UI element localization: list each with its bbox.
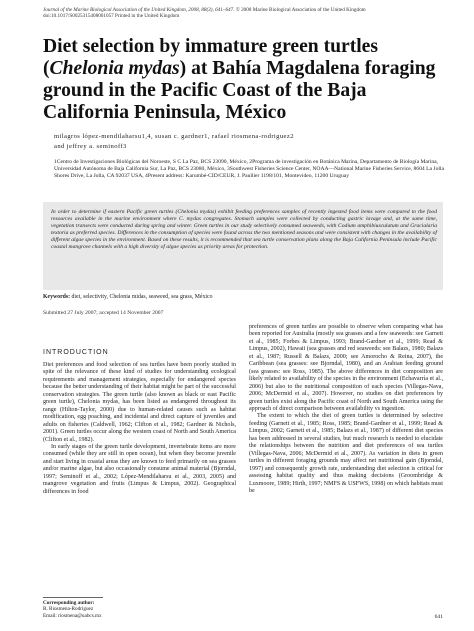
abstract-box — [43, 202, 443, 290]
intro-paragraph: Diet preferences and food selection of sea turtles have been poorly studied in spite of the relevance of these kind of studies for understanding ecological requirements and management strategies, especially for endangered species because the better understanding of their habitat might be part of the successful conservation strategies. The green turtle (also known as black or east Pacific green turtle), Chelonia mydas, has been listed as endangered throughout its range (Hilton-Taylor, 2000) due to human-related causes such as habitat modification, egg poaching, and incidental and direct capture of juveniles and adults on fisheries (Caldwell, 1962; Clifton et al., 1982; Gardner & Nichols, 2001). Green turtles occur along the western coast of North and South America (Clifton et al., 1982). — [43, 362, 236, 443]
intro-paragraph: In early stages of the green turtle development, invertebrate items are more consumed (while they are still in open ocean), but when they become juvenile and start living in coastal areas they are known to feed primarily on sea grasses and/or marine algae, but also occasionally consume animal material (Bjorndal, 1997; Seminoff et al., 2002; López-Mendilaharsu et al., 2003, 2005) and mangrove vegetation and fruits (Limpus & Limpus, 2002). Geographical differences in food — [43, 443, 236, 495]
title-species: Chelonia mydas — [49, 58, 180, 79]
authors-line-1: milagros lópez-mendilaharsu1,4, susan c. gardner1, rafael riosmena-rodriguez2 — [54, 133, 294, 140]
section-heading: INTRODUCTION — [43, 349, 109, 356]
page-number: 641 — [434, 614, 443, 620]
affiliations: 1Centro de Investigaciones Biológicas del Noroeste, S C La Paz, BCS 23090, México, 2Programa de investigación en Botánica Marina, Departamento de Biología Marina, Universidad Autónoma de Baja California Sur, La Paz, BCS 23080, México, 3Southwest Fisheries Science Center, NOAA—National Marine Fisheries Service, 8604 La Jolla Shores Drive, La Jolla, CA 92037 USA, 4Present address: Karumbé-CID/CEUR, J. Paullier 1198/101, Montevideo, 11200 Uruguay — [54, 159, 444, 179]
keywords — [43, 294, 443, 301]
abstract-text: In order to determine if eastern Pacific green turtles (Chelonia mydas) exhibit feeding preferences samples of recently ingested food items were compared to the food resources available in the marine environment where C. mydas congregates. Stomach samples were collected by conducting gastric lavage and, at the same time, vegetation transects were conducted during spring and winter. Green turtles in our study selectively consumed seaweeds, with Codium amphibiusculatum and Gracialaria textoria as preferred species. Differences in the consumption of species were found across the two mentioned seasons and were consistent with changes in the availability of different algae species in the environment. Based on these results, it is recommended that sea turtle conservation plans along the Baja California Peninsula include Pacific coastal mangrove channels with a high diversity of algae species as priority areas for protection. — [51, 209, 437, 250]
intro-right-column — [249, 324, 443, 495]
intro-left-column — [43, 362, 236, 496]
article-title — [43, 36, 443, 124]
keywords-label: Keywords: — [43, 294, 71, 300]
corresponding-email: Email: riosmena@uabcs.mx — [43, 612, 102, 619]
keywords-text: diet, selectivity, Chelonia midas, seaweed, sea grass, México — [71, 294, 213, 300]
corresponding-author — [43, 600, 223, 619]
journal-citation: Journal of the Marine Biological Association of the United Kingdom, 2008, 88(3), 641–647. — [43, 7, 235, 13]
copyright-notice: © 2008 Marine Biological Association of the United Kingdom — [235, 7, 366, 13]
intro-paragraph: preferences of green turtles are possible to observe when comparing what has been reported for Australia (mostly sea grasses and a few seaweeds: see Garnett et al., 1985; Forbes & Limpus, 1993; Brand-Gardner et al., 1999; Read & Limpus, 2002), Hawaii (sea grasses and red seaweeds: see Balazs, 1980; Balazs et al., 1987; Russell & Balazs, 2000; see Amorocho & Reina, 2007), the Caribbean (sea grasses: see Bjorndal, 1980), and an Arabian feeding ground (sea grasses: see Ross, 1985). The above differences in diet composition are likely related to availability of the species in the environment (Echavarría et al., 2006) but also to the nutritional composition of each species (Villegas-Nava, 2006; McDermid et al., 2007). However, no studies on diet preferences by green turtles exist along the Pacific coast of North and South America using the approach of direct comparison between availability vs ingestion. — [249, 324, 443, 412]
authors-line-2: and jeffrey a. seminoff3 — [54, 142, 127, 150]
intro-paragraph: The extent to which the diet of green turtles is determined by selective feeding (Garnett et al., 1985; Ross, 1985; Brand-Gardner et al., 1999; Read & Limpus, 2002; Garnett et al., 1985; Balazs et al., 1987) of different diet species has been addressed in several studies, but much research is needed to elucidate the relationships between the nutrition and diet preferences of sea turtles (Villegas-Nava, 2006; McDermid et al., 2007). As variation in diets in green turtles in different foraging grounds may affect net nutritional gain (Bjorndal, 1997) and consequently growth rate, understanding diet selection is critical for assessing habitat quality and thus making decisions (Groombridge & Luxmoore, 1989; Hirth, 1997; NMFS & USFWS, 1998) on which habitats must be — [249, 413, 443, 494]
running-head — [43, 7, 443, 20]
submitted-line: Submitted 27 July 2007; accepted 14 November 2007 — [43, 310, 164, 316]
corresponding-label: Corresponding author: — [43, 600, 95, 606]
title-part-2: ) at Bahía Magdalena foraging ground in the Pacific Coast of the Baja California Peninsula, México — [43, 58, 436, 123]
corresponding-name: R. Riosmena-Rodriguez — [43, 606, 94, 613]
doi-line: doi:10.1017/S0025315408001057 Printed in the United Kingdom — [43, 13, 180, 20]
title-part-1: Diet selection by immature green turtles ( — [43, 36, 379, 79]
author-list — [54, 132, 454, 151]
footnote-rule — [43, 597, 103, 598]
